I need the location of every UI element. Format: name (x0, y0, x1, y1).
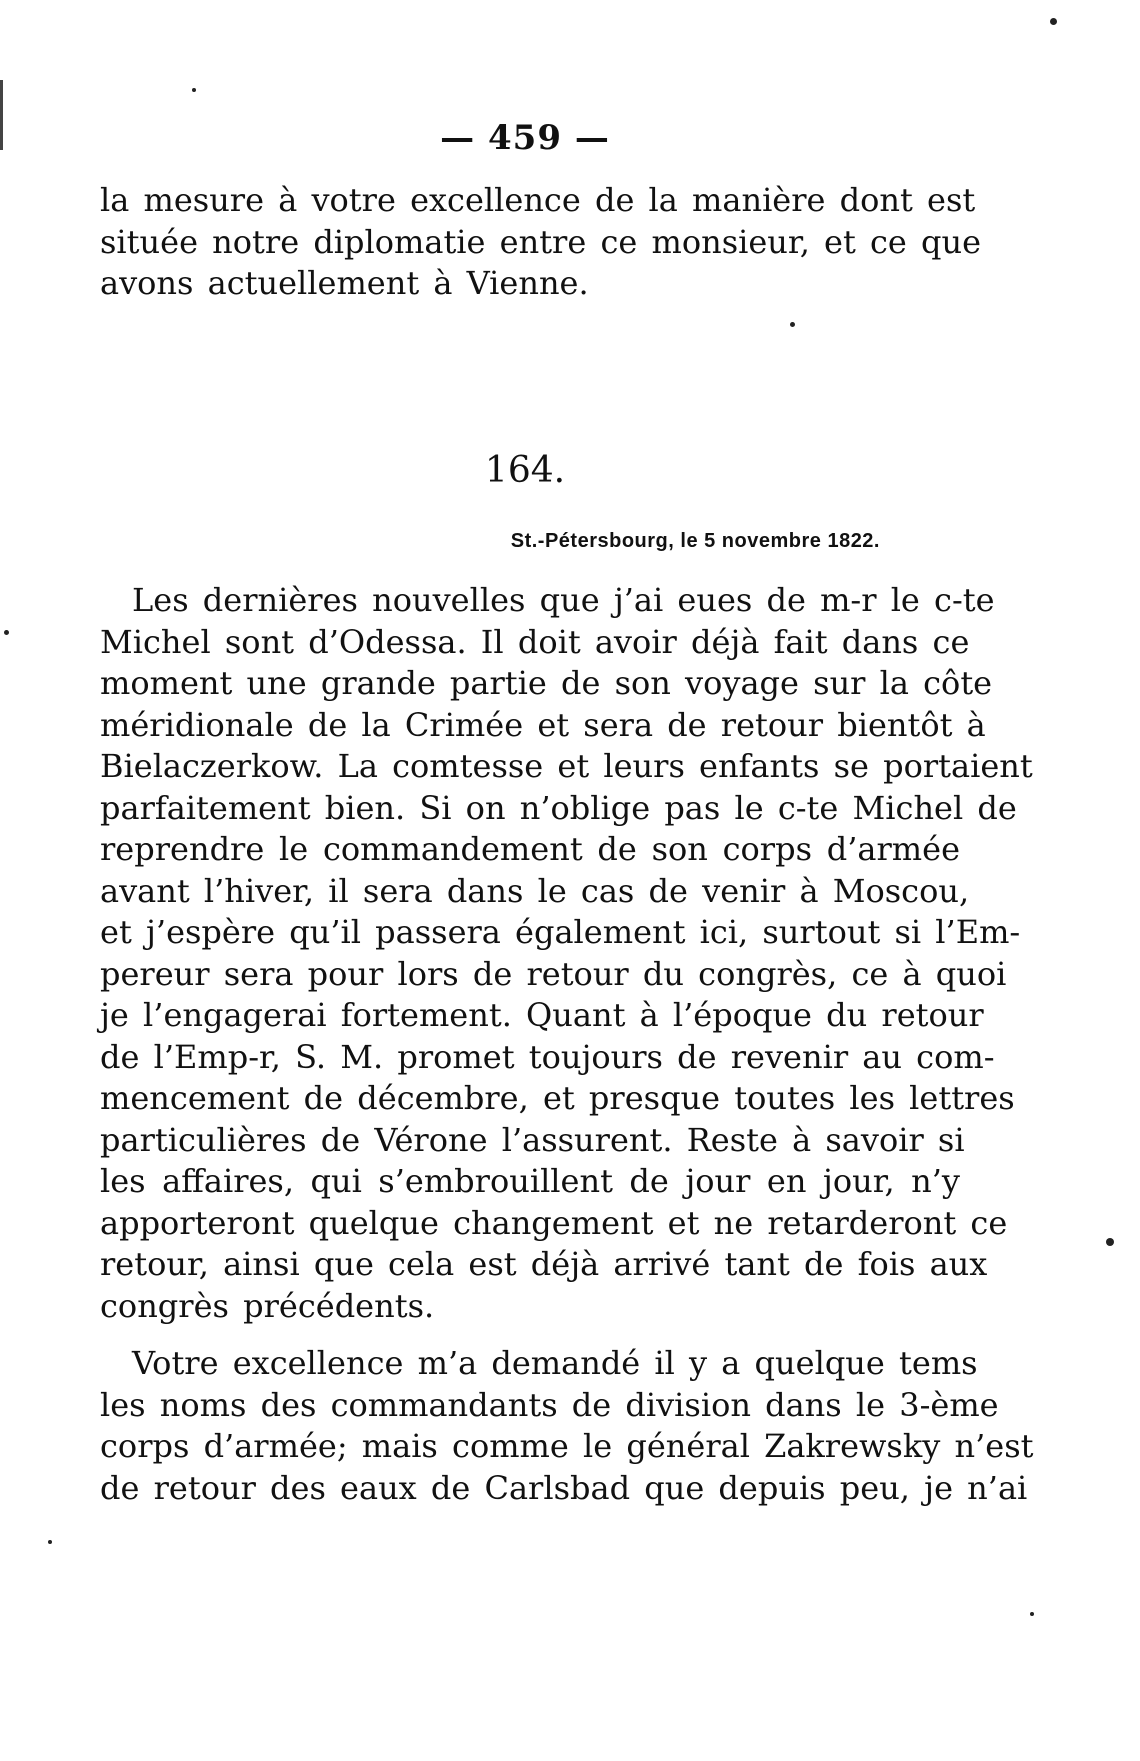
text-line: moment une grande partie de son voyage sur la côte (100, 664, 993, 702)
text-line: de retour des eaux de Carlsbad que depuis peu, je n’ai (100, 1468, 1028, 1507)
scan-speck (790, 322, 795, 327)
text-line: et j’espère qu’il passera également ici, surtout si l’Em- (100, 913, 1021, 951)
text-line: située notre diplomatie entre ce monsieur, et ce que (100, 222, 982, 261)
text-line: mencement de décembre, et presque toutes les lettres (100, 1079, 1015, 1117)
text-line: avons actuellement à Vienne. (100, 264, 589, 302)
text-line: particulières de Vérone l’assurent. Reste à savoir si (100, 1120, 965, 1159)
text-line: de l’Emp-r, S. M. promet toujours de revenir au com- (100, 1037, 995, 1076)
text-line: Votre excellence m’a demandé il y a quelque tems (132, 1344, 978, 1382)
text-line: congrès précédents. (100, 1286, 435, 1325)
scan-speck (1106, 1238, 1114, 1246)
text-line: corps d’armée; mais comme le général Zakrewsky n’est (100, 1427, 1034, 1465)
text-line: avant l’hiver, il sera dans le cas de venir à Moscou, (100, 871, 970, 910)
scan-speck (48, 1540, 52, 1544)
page-number: — 459 — (440, 118, 610, 158)
text-line: Les dernières nouvelles que j’ai eues de m-r le c-te (132, 581, 995, 619)
text-line: je l’engagerai fortement. Quant à l’époque du retour (100, 996, 984, 1034)
text-line: les noms des commandants de division dans le 3-ème (100, 1385, 999, 1424)
paragraph-one (100, 580, 1033, 1327)
text-line: Bielaczerkow. La comtesse et leurs enfants se portaient (100, 747, 1033, 785)
text-line: méridionale de la Crimée et sera de retour bientôt à (100, 705, 986, 744)
text-line: retour, ainsi que cela est déjà arrivé tant de fois aux (100, 1245, 988, 1283)
scan-speck (192, 88, 196, 92)
text-line: les affaires, qui s’embrouillent de jour en jour, n’y (100, 1162, 960, 1200)
letter-number: 164. (484, 450, 566, 491)
paragraph-two (100, 1343, 1034, 1509)
scan-speck (4, 630, 9, 635)
text-line: pereur sera pour lors de retour du congrès, ce à quoi (100, 954, 1007, 993)
opening-text-block (100, 180, 982, 305)
scan-speck (1050, 18, 1057, 25)
text-line: parfaitement bien. Si on n’oblige pas le c-te Michel de (100, 788, 1017, 827)
letter-dateline: St.-Pétersbourg, le 5 novembre 1822. (510, 530, 880, 552)
scan-speck (1030, 1612, 1034, 1616)
text-line: apporteront quelque changement et ne retarderont ce (100, 1203, 1008, 1242)
text-line: reprendre le commandement de son corps d’armée (100, 830, 960, 868)
text-line: la mesure à votre excellence de la manière dont est (100, 181, 976, 219)
text-line: Michel sont d’Odessa. Il doit avoir déjà fait dans ce (100, 622, 970, 661)
